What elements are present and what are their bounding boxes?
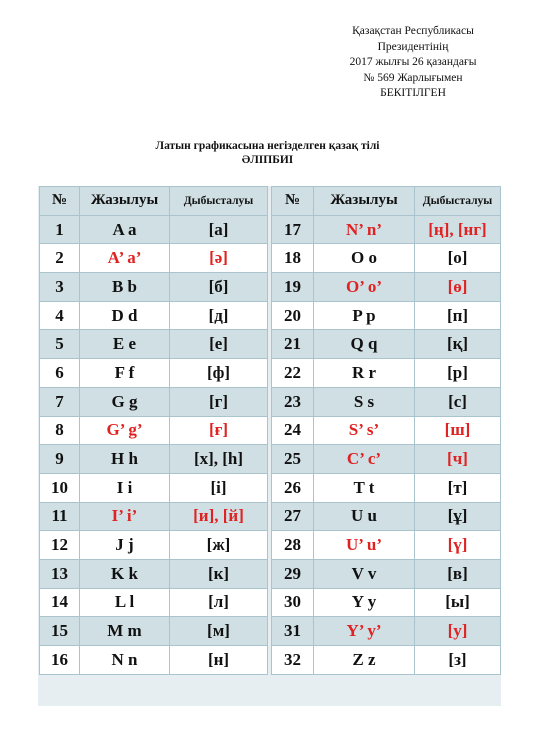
latin-letter: U’ u’ xyxy=(314,531,415,560)
table-row xyxy=(40,559,268,588)
sound-value: [т] xyxy=(415,473,501,502)
sound-value: [л] xyxy=(170,588,268,617)
latin-letter: G’ g’ xyxy=(80,416,170,445)
table-row xyxy=(40,215,268,244)
row-number: 20 xyxy=(272,301,314,330)
table-header-row xyxy=(40,187,268,216)
latin-letter: P p xyxy=(314,301,415,330)
sound-value: [н] xyxy=(170,646,268,675)
latin-letter: V v xyxy=(314,559,415,588)
row-number: 7 xyxy=(40,387,80,416)
latin-letter: Z z xyxy=(314,646,415,675)
row-number: 12 xyxy=(40,531,80,560)
header-writing: Жазылуы xyxy=(80,187,170,216)
latin-letter: Y y xyxy=(314,588,415,617)
row-number: 6 xyxy=(40,359,80,388)
sound-value: [в] xyxy=(415,559,501,588)
table-row xyxy=(272,359,501,388)
table-row xyxy=(40,244,268,273)
latin-letter: F f xyxy=(80,359,170,388)
latin-letter: R r xyxy=(314,359,415,388)
latin-letter: T t xyxy=(314,473,415,502)
sound-value: [р] xyxy=(415,359,501,388)
table-row xyxy=(40,502,268,531)
table-row xyxy=(272,531,501,560)
row-number: 26 xyxy=(272,473,314,502)
header-sound: Дыбысталуы xyxy=(170,187,268,216)
row-number: 32 xyxy=(272,646,314,675)
row-number: 16 xyxy=(40,646,80,675)
table-row xyxy=(40,416,268,445)
latin-letter: M m xyxy=(80,617,170,646)
latin-letter: S’ s’ xyxy=(314,416,415,445)
row-number: 31 xyxy=(272,617,314,646)
row-number: 22 xyxy=(272,359,314,388)
sound-value: [и], [й] xyxy=(170,502,268,531)
latin-letter: N’ n’ xyxy=(314,215,415,244)
table-row xyxy=(272,215,501,244)
sound-value: [і] xyxy=(170,473,268,502)
sound-value: [х], [h] xyxy=(170,445,268,474)
sound-value: [у] xyxy=(415,617,501,646)
row-number: 17 xyxy=(272,215,314,244)
table-row xyxy=(40,646,268,675)
latin-letter: A a xyxy=(80,215,170,244)
row-number: 19 xyxy=(272,273,314,302)
approval-line: БЕКІТІЛГЕН xyxy=(380,87,446,99)
row-number: 11 xyxy=(40,502,80,531)
latin-letter: B b xyxy=(80,273,170,302)
latin-letter: Y’ y’ xyxy=(314,617,415,646)
sound-value: [ә] xyxy=(170,244,268,273)
alphabet-table xyxy=(38,186,501,706)
table-row xyxy=(40,359,268,388)
row-number: 9 xyxy=(40,445,80,474)
latin-letter: H h xyxy=(80,445,170,474)
latin-letter: A’ a’ xyxy=(80,244,170,273)
approval-line: Президентінің xyxy=(377,40,449,53)
sound-value: [о] xyxy=(415,244,501,273)
latin-letter: O o xyxy=(314,244,415,273)
document-subtitle: ӘЛІПБИІ xyxy=(241,154,294,166)
table-header-row xyxy=(272,187,501,216)
latin-letter: E e xyxy=(80,330,170,359)
table-row xyxy=(40,301,268,330)
table-row xyxy=(272,416,501,445)
table-row xyxy=(272,617,501,646)
row-number: 24 xyxy=(272,416,314,445)
sound-value: [з] xyxy=(415,646,501,675)
alphabet-table-right xyxy=(271,186,501,675)
table-row xyxy=(272,387,501,416)
header-number: № xyxy=(40,187,80,216)
approval-line: № 569 Жарлығымен xyxy=(363,71,463,84)
sound-value: [ү] xyxy=(415,531,501,560)
table-row xyxy=(40,445,268,474)
row-number: 1 xyxy=(40,215,80,244)
table-row xyxy=(272,502,501,531)
sound-value: [ғ] xyxy=(170,416,268,445)
sound-value: [п] xyxy=(415,301,501,330)
sound-value: [г] xyxy=(170,387,268,416)
sound-value: [ж] xyxy=(170,531,268,560)
table-row xyxy=(272,646,501,675)
row-number: 25 xyxy=(272,445,314,474)
table-row xyxy=(40,387,268,416)
row-number: 15 xyxy=(40,617,80,646)
latin-letter: I i xyxy=(80,473,170,502)
latin-letter: G g xyxy=(80,387,170,416)
row-number: 5 xyxy=(40,330,80,359)
latin-letter: U u xyxy=(314,502,415,531)
sound-value: [ң], [нг] xyxy=(415,215,501,244)
approval-line: 2017 жылғы 26 қазандағы xyxy=(349,56,477,68)
sound-value: [ш] xyxy=(415,416,501,445)
sound-value: [ы] xyxy=(415,588,501,617)
approval-line: Қазақстан Республикасы xyxy=(352,25,474,37)
table-row xyxy=(40,273,268,302)
sound-value: [к] xyxy=(170,559,268,588)
header-number: № xyxy=(272,187,314,216)
approval-stamp xyxy=(318,24,508,102)
sound-value: [ф] xyxy=(170,359,268,388)
sound-value: [д] xyxy=(170,301,268,330)
header-sound: Дыбысталуы xyxy=(415,187,501,216)
row-number: 3 xyxy=(40,273,80,302)
table-row xyxy=(272,273,501,302)
latin-letter: I’ i’ xyxy=(80,502,170,531)
sound-value: [ұ] xyxy=(415,502,501,531)
table-row xyxy=(40,473,268,502)
latin-letter: O’ o’ xyxy=(314,273,415,302)
table-row xyxy=(272,473,501,502)
latin-letter: S s xyxy=(314,387,415,416)
document-title: Латын графикасына негізделген қазақ тілі xyxy=(155,140,380,152)
table-row xyxy=(40,330,268,359)
table-row xyxy=(272,244,501,273)
latin-letter: Q q xyxy=(314,330,415,359)
row-number: 8 xyxy=(40,416,80,445)
sound-value: [ө] xyxy=(415,273,501,302)
sound-value: [ч] xyxy=(415,445,501,474)
table-row xyxy=(40,588,268,617)
latin-letter: D d xyxy=(80,301,170,330)
row-number: 18 xyxy=(272,244,314,273)
header-writing: Жазылуы xyxy=(314,187,415,216)
latin-letter: C’ c’ xyxy=(314,445,415,474)
row-number: 28 xyxy=(272,531,314,560)
row-number: 4 xyxy=(40,301,80,330)
sound-value: [б] xyxy=(170,273,268,302)
latin-letter: K k xyxy=(80,559,170,588)
row-number: 14 xyxy=(40,588,80,617)
sound-value: [м] xyxy=(170,617,268,646)
table-row xyxy=(272,301,501,330)
alphabet-table-left xyxy=(39,186,268,675)
sound-value: [а] xyxy=(170,215,268,244)
row-number: 23 xyxy=(272,387,314,416)
table-row xyxy=(272,559,501,588)
sound-value: [е] xyxy=(170,330,268,359)
table-row xyxy=(272,588,501,617)
sound-value: [с] xyxy=(415,387,501,416)
row-number: 29 xyxy=(272,559,314,588)
latin-letter: L l xyxy=(80,588,170,617)
latin-letter: J j xyxy=(80,531,170,560)
row-number: 27 xyxy=(272,502,314,531)
row-number: 2 xyxy=(40,244,80,273)
row-number: 21 xyxy=(272,330,314,359)
sound-value: [қ] xyxy=(415,330,501,359)
table-row xyxy=(272,330,501,359)
row-number: 10 xyxy=(40,473,80,502)
table-row xyxy=(40,531,268,560)
latin-letter: N n xyxy=(80,646,170,675)
table-row xyxy=(40,617,268,646)
table-row xyxy=(272,445,501,474)
row-number: 13 xyxy=(40,559,80,588)
row-number: 30 xyxy=(272,588,314,617)
